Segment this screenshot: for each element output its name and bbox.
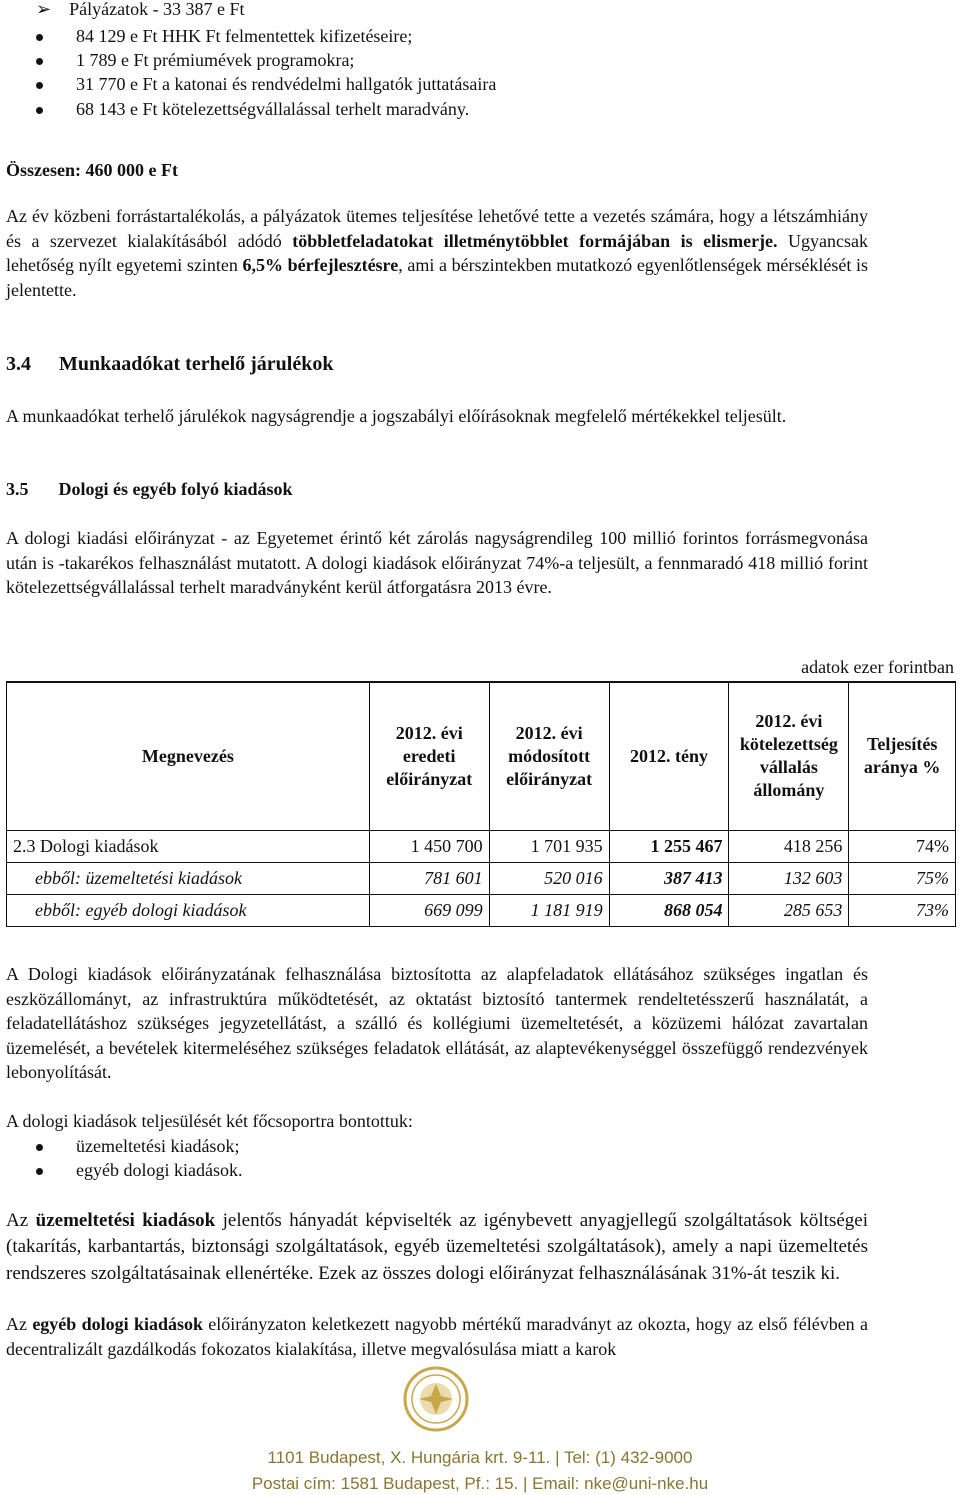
footer-address: 1101 Budapest, X. Hungária krt. 9-11. | Tel: (1) 432-9000 xyxy=(267,1448,693,1467)
table-row: ebből: üzemeltetési kiadások 781 601 520 016 387 413 132 603 75% xyxy=(7,862,956,894)
arrow-list-item: ➢ Pályázatok - 33 387 e Ft xyxy=(36,0,245,19)
header-modified: 2012. évi módosított előirányzat xyxy=(489,682,609,830)
table-header-row xyxy=(7,682,956,830)
paragraph-material-expenses: A dologi kiadási előirányzat - az Egyetemet érintő két zárolás nagyságrendileg 100 millió forintos forrásmegvonása után is -takarékos felhasználást mutatott. A dologi kiadások előirányzat 74%-a teljesült, a fennmaradó 418 millió forint kötelezettségvállalással terhelt maradványként kerül átforgatásra 2013 évre. xyxy=(6,528,868,598)
expenses-table xyxy=(6,681,956,927)
header-actual: 2012. tény xyxy=(609,682,729,830)
paragraph-split: A dologi kiadások teljesülését két főcsoportra bontottuk: xyxy=(6,1111,413,1131)
list-item: 31 770 e Ft a katonai és rendvédelmi hallgatók juttatásaira xyxy=(38,74,496,95)
table-row: ebből: egyéb dologi kiadások 669 099 1 181 919 868 054 285 653 73% xyxy=(7,894,956,926)
paragraph-staff: Az év közbeni forrástartalékolás, a pályázatok ütemes teljesítése lehetővé tette a vezetés számára, hogy a létszámhiány és a szervezet kialakításából adódó többletfeladatokat illetménytöbblet formájában is elismerje. Ugyancsak lehetőség nyílt egyetemi szinten 6,5% bérfejlesztésre, ami a bérszintekben mutatkozó egyenlőtlenségek mérséklését is jelentette. xyxy=(6,206,869,300)
header-name: Megnevezés xyxy=(7,682,370,830)
list-item: egyéb dologi kiadások. xyxy=(38,1160,242,1181)
paragraph-other: Az egyéb dologi kiadások előirányzaton keletkezett nagyobb mértékű maradványt az okozta, hogy az első félévben a decentralizált gazdálkodás fokozatos kialakítása, illetve megvalósulása miatt a karok xyxy=(6,1314,868,1359)
table-unit-note: adatok ezer forintban xyxy=(801,657,954,677)
section-heading-3-5: 3.5 Dologi és egyéb folyó kiadások xyxy=(6,479,293,499)
header-original: 2012. évi eredeti előirányzat xyxy=(369,682,489,830)
footer-contact: Postai cím: 1581 Budapest, Pf.: 15. | Email: nke@uni-nke.hu xyxy=(251,1474,709,1493)
total-line: Összesen: 460 000 e Ft xyxy=(6,160,178,180)
list-item: 84 129 e Ft HHK Ft felmentettek kifizetéseire; xyxy=(38,26,412,47)
list-item: üzemeltetési kiadások; xyxy=(38,1136,239,1157)
list-item: 68 143 e Ft kötelezettségvállalással terhelt maradvány. xyxy=(38,99,469,120)
header-ratio: Teljesítés aránya % xyxy=(849,682,956,830)
university-seal-logo xyxy=(403,1366,469,1432)
paragraph-operating: Az üzemeltetési kiadások jelentős hányadát képviselték az igénybevett anyagjellegű szolgáltatások költségei (takarítás, karbantartás, biztonsági szolgáltatások, egyéb üzemeltetési szolgáltatások), amely a napi üzemeltetés rendszeres szolgáltatásainak ellenértéke. Ezek az összes dologi előirányzat felhasználásának 31%-át teszik ki. xyxy=(6,1210,869,1284)
table-row: 2.3 Dologi kiadások 1 450 700 1 701 935 1 255 467 418 256 74% xyxy=(7,830,956,862)
section-heading-3-4: 3.4 Munkaadókat terhelő járulékok xyxy=(6,353,334,375)
paragraph-contributions: A munkaadókat terhelő járulékok nagyságrendje a jogszabályi előírásoknak megfelelő mértékekkel teljesült. xyxy=(6,406,787,426)
list-item: 1 789 e Ft prémiumévek programokra; xyxy=(38,50,354,71)
arrow-icon: ➢ xyxy=(36,0,52,19)
category-list xyxy=(6,1134,868,1184)
paragraph-usage: A Dologi kiadások előirányzatának felhasználása biztosította az alapfeladatok ellátásához szükséges ingatlan és eszközállományt, az infrastruktúra működtetését, az oktatást biztosító tantermek rendeltetésszerű használatát, a feladatellátáshoz szükséges jegyzetellátást, a szálló és kollégiumi üzemeltetését, a közüzemi hálózat zavartalan üzemelését, a bevételek kitermeléséhez szükséges feladatok ellátását, az alaptevékenységgel összefüggő rendezvények lebonyolítását. xyxy=(6,964,868,1083)
top-list xyxy=(6,0,868,125)
header-commitment: 2012. évi kötelezettség vállalás állomány xyxy=(729,682,849,830)
